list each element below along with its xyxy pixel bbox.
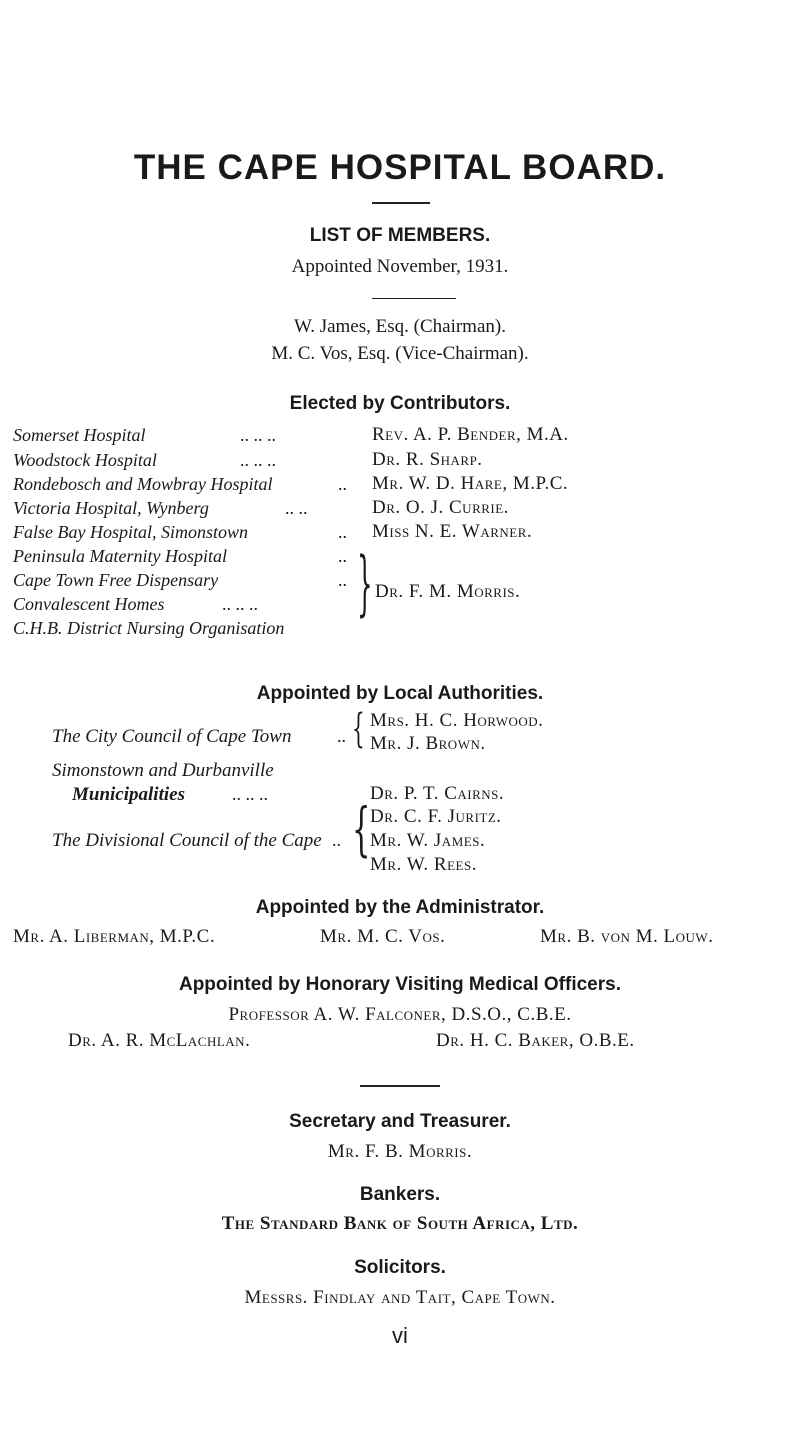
contributor-member: Dr. R. Sharp. bbox=[372, 449, 483, 470]
leader-dots: .. bbox=[338, 570, 347, 590]
section-heading-solicitors: Solicitors. bbox=[354, 1257, 446, 1278]
page-number: vi bbox=[392, 1323, 408, 1348]
contributor-label: False Bay Hospital, Simonstown bbox=[13, 522, 248, 542]
group-member: Dr. F. M. Morris. bbox=[375, 581, 521, 602]
contributor-label: Woodstock Hospital bbox=[13, 450, 157, 470]
secretary-name: Mr. F. B. Morris. bbox=[327, 1141, 473, 1162]
contributor-label: Victoria Hospital, Wynberg bbox=[13, 498, 209, 518]
contributor-member: Dr. O. J. Currie. bbox=[372, 497, 509, 518]
list-heading: LIST OF MEMBERS. bbox=[309, 225, 491, 246]
authority-label: Municipalities bbox=[72, 784, 185, 805]
leader-dots: .. bbox=[338, 546, 347, 566]
section-heading-secretary: Secretary and Treasurer. bbox=[289, 1111, 511, 1132]
section-heading-bankers: Bankers. bbox=[359, 1184, 441, 1205]
divider bbox=[360, 1085, 440, 1087]
contributor-member: Rev. A. P. Bender, M.A. bbox=[372, 424, 569, 445]
solicitors-name: Messrs. Findlay and Tait, Cape Town. bbox=[244, 1287, 556, 1308]
leader-dots: .. bbox=[337, 726, 346, 746]
divider bbox=[372, 202, 430, 204]
contributor-label: Rondebosch and Mowbray Hospital bbox=[13, 474, 273, 494]
leader-dots: .. .. .. bbox=[240, 450, 276, 470]
authority-member: Dr. P. T. Cairns. bbox=[370, 783, 505, 804]
contributor-label: Peninsula Maternity Hospital bbox=[13, 546, 227, 566]
contributor-member: Miss N. E. Warner. bbox=[372, 521, 533, 542]
brace: } bbox=[357, 542, 373, 624]
administrator-member: Mr. M. C. Vos. bbox=[320, 926, 446, 947]
leader-dots: .. .. .. bbox=[240, 425, 276, 445]
brace: { bbox=[352, 706, 365, 752]
contributor-member: Mr. W. D. Hare, M.P.C. bbox=[372, 473, 569, 494]
authority-member: Mrs. H. C. Horwood. bbox=[370, 710, 544, 731]
vice-chairman: M. C. Vos, Esq. (Vice-Chairman). bbox=[271, 343, 529, 364]
section-heading-local: Appointed by Local Authorities. bbox=[256, 683, 544, 704]
administrator-member: Mr. A. Liberman, M.P.C. bbox=[13, 926, 216, 947]
leader-dots: .. .. .. bbox=[222, 594, 258, 614]
divider bbox=[372, 298, 456, 299]
contributor-label: Cape Town Free Dispensary bbox=[13, 570, 219, 590]
authority-label: Simonstown and Durbanville bbox=[52, 760, 274, 781]
authority-member: Mr. J. Brown. bbox=[370, 733, 486, 754]
leader-dots: .. bbox=[338, 522, 347, 542]
contributor-label: C.H.B. District Nursing Organisation bbox=[13, 618, 285, 638]
leader-dots: .. bbox=[338, 474, 347, 494]
contributor-label: Somerset Hospital bbox=[13, 425, 146, 445]
brace: { bbox=[352, 795, 371, 863]
section-heading-contributors: Elected by Contributors. bbox=[289, 393, 511, 414]
authority-member: Dr. C. F. Juritz. bbox=[370, 806, 502, 827]
honorary-member: Professor A. W. Falconer, D.S.O., C.B.E. bbox=[228, 1004, 572, 1025]
appointed-date: Appointed November, 1931. bbox=[291, 256, 509, 277]
contributor-label: Convalescent Homes bbox=[13, 594, 165, 614]
authority-member: Mr. W. James. bbox=[370, 830, 486, 851]
section-heading-honorary: Appointed by Honorary Visiting Medical Officers. bbox=[178, 974, 621, 995]
section-heading-administrator: Appointed by the Administrator. bbox=[255, 897, 545, 918]
authority-label: The Divisional Council of the Cape bbox=[52, 830, 322, 851]
bankers-name: The Standard Bank of South Africa, Ltd. bbox=[221, 1213, 579, 1234]
chairman: W. James, Esq. (Chairman). bbox=[294, 316, 506, 337]
authority-label: The City Council of Cape Town bbox=[52, 726, 292, 747]
honorary-member: Dr. H. C. Baker, O.B.E. bbox=[436, 1030, 635, 1051]
page-title: THE CAPE HOSPITAL BOARD. bbox=[133, 148, 667, 187]
leader-dots: .. bbox=[332, 830, 341, 850]
administrator-member: Mr. B. von M. Louw. bbox=[540, 926, 714, 947]
honorary-member: Dr. A. R. McLachlan. bbox=[68, 1030, 251, 1051]
leader-dots: .. .. bbox=[285, 498, 308, 518]
leader-dots: .. .. .. bbox=[232, 784, 268, 804]
authority-member: Mr. W. Rees. bbox=[370, 854, 477, 875]
